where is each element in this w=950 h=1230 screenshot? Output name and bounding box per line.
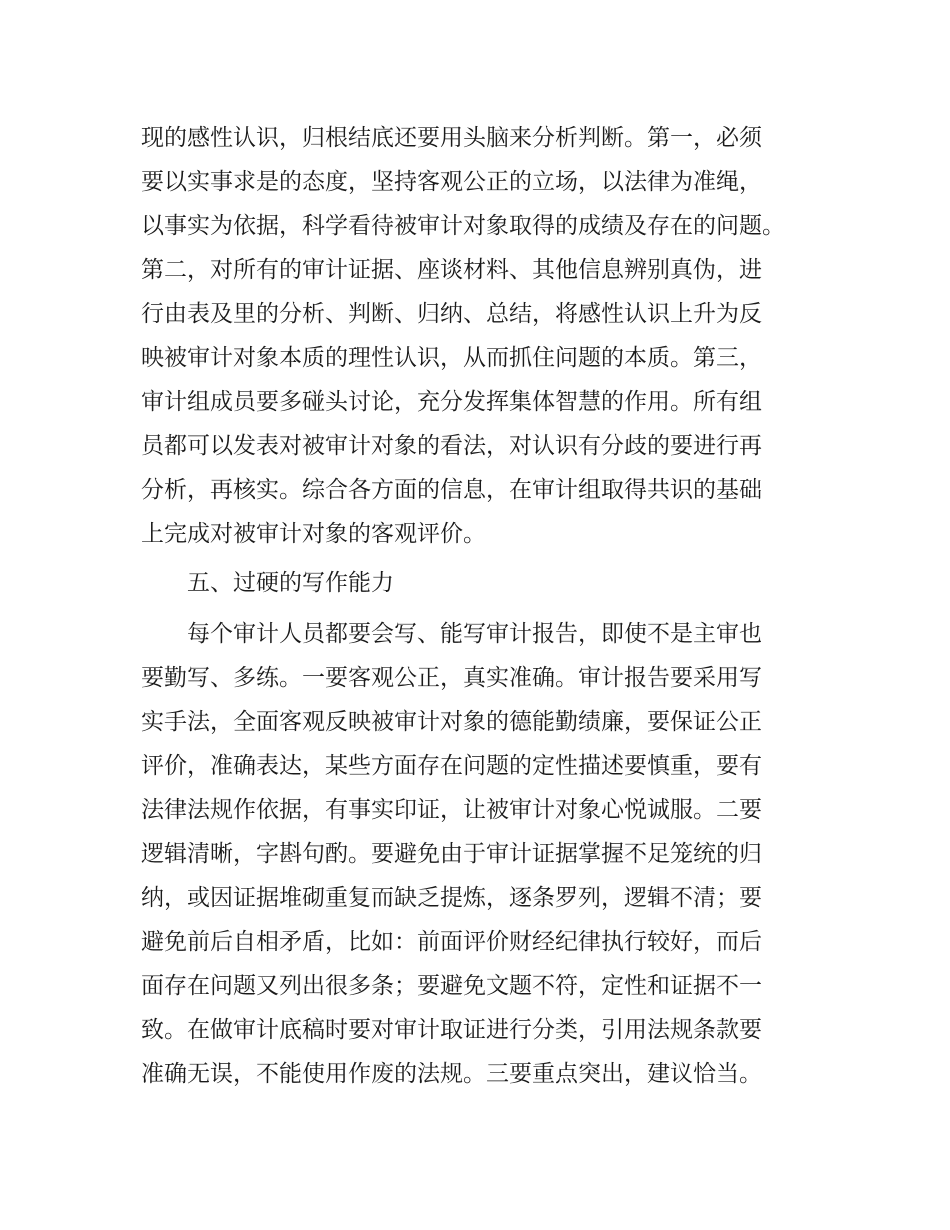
text-line: 每个审计人员都要会写、能写审计报告，即使不是主审也 <box>187 621 762 647</box>
text-line: 现的感性认识，归根结底还要用头脑来分析判断。第一，必须 <box>141 125 762 151</box>
section-heading-block <box>141 561 821 605</box>
text-line: 员都可以发表对被审计对象的看法，对认识有分歧的要进行再 <box>141 433 762 459</box>
text-line: 要以实事求是的态度，坚持客观公正的立场，以法律为准绳， <box>141 169 762 195</box>
text-line: 法律法规作依据，有事实印证，让被审计对象心悦诚服。二要 <box>141 797 762 823</box>
text-line: 避免前后自相矛盾，比如：前面评价财经纪律执行较好，而后 <box>141 929 762 955</box>
text-line: 面存在问题又列出很多条；要避免文题不符，定性和证据不一 <box>141 973 762 999</box>
paragraph-writing-ability <box>141 612 821 1096</box>
text-line: 分析，再核实。综合各方面的信息，在审计组取得共识的基础 <box>141 477 762 503</box>
text-line: 评价，准确表达，某些方面存在问题的定性描述要慎重，要有 <box>141 753 762 779</box>
text-line: 上完成对被审计对象的客观评价。 <box>141 521 486 547</box>
text-line: 第二，对所有的审计证据、座谈材料、其他信息辨别真伪，进 <box>141 257 762 283</box>
text-line: 以事实为依据，科学看待被审计对象取得的成绩及存在的问题。 <box>141 213 785 239</box>
section-heading: 五、过硬的写作能力 <box>187 570 394 596</box>
text-line: 致。在做审计底稿时要对审计取证进行分类，引用法规条款要 <box>141 1017 762 1043</box>
text-line: 行由表及里的分析、判断、归纳、总结，将感性认识上升为反 <box>141 301 762 327</box>
text-line: 逻辑清晰，字斟句酌。要避免由于审计证据掌握不足笼统的归 <box>141 841 762 867</box>
text-line: 实手法，全面客观反映被审计对象的德能勤绩廉，要保证公正 <box>141 709 762 735</box>
text-line: 审计组成员要多碰头讨论，充分发挥集体智慧的作用。所有组 <box>141 389 762 415</box>
paragraph-continuation <box>141 116 821 556</box>
text-line: 纳，或因证据堆砌重复而缺乏提炼，逐条罗列，逻辑不清；要 <box>141 885 762 911</box>
text-line: 映被审计对象本质的理性认识，从而抓住问题的本质。第三， <box>141 345 762 371</box>
text-line: 准确无误，不能使用作废的法规。三要重点突出，建议恰当。 <box>141 1061 762 1087</box>
text-line: 要勤写、多练。一要客观公正，真实准确。审计报告要采用写 <box>141 665 762 691</box>
